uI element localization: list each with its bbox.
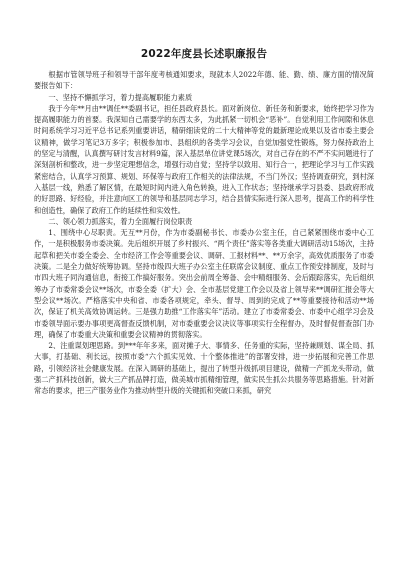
intro-paragraph: 根据市管领导班子和领导干部年度考核通知要求，现就本人2022年德、能、勤、绩、廉方面的情况简要报告如下： [34,70,374,91]
document-title: 2022年度县长述职廉报告 [140,48,268,60]
section-1-paragraph: 我于今年**月由**调任**委副书记，担任县政府县长。面对新岗位、新任务和新要求，始终把学习作为提高履职能力的首要。我深知自己需要学的东西太多，为此抓紧一切机会“恶补”。自觉利用工作间隙和休息时间系统学习习近平总书记系列重要讲话，精研细读党的二十大精神等党的最新理论成果以及省市委主要会议精神，做学习笔记3万多字；积极参加市、县组织的各类学习会议，自觉加强党性锻炼，努力保持政治上的坚定与清醒，认真撰写研讨发言材料9篇，深入基层单位讲党课5场次，对自己存在的不严不实问题进行了深刻剖析和整改，进一步坚定理想信念，增强行动自觉；坚持学以致用、知行合一，把理论学习与工作实践紧密结合，认真学习预算、规划、环保等与政府工作相关的法律法规，不当门外汉；坚持调查研究，到村深入基层一线，熟悉了解区情，在最短时间内进入角色转换，进入工作状态；坚持继承学习县委、县政府形成的好思路、好经验，并注意向区工的领导和基层同志学习，结合县情实际进行深入思考，提高工作的科学性和创造性，确保了政府工作的延续性和实效性。 [34,103,374,215]
section-2-paragraph-2: 2、注重谋划理思路。到***年年多来，面对摊子大、事情多、任务重的实际，坚持兼顾划、谋全局、抓大事，打基础、利长远，按照市委“六个抓实见效、十个整体推进”的部署安排，进一步拓展和完善工作思路，引领经济社会健康发展。在深入调研的基础上，提出了转型升级抓项目建设，做精一产抓龙头带动，做强二产抓科技创新，做大三产抓品牌打造，做美城市抓精细管理，做实民生抓公共服务等思路措施。针对新常态的要求，把三产服务业作为推动转型升级的关键抓和突破口来抓，研究 [34,341,374,396]
section-1-heading: 一、坚持不懈抓学习，着力提高履职能力素质 [48,92,193,102]
section-2-paragraph-1: 1、围绕中心尽职责。无互**月份，作为市委副秘书长、市委办公室主任，自己紧紧围绕市委中心工作，一是积极服务市委决策。先后组织开展了乡村振兴、“两个责任”落实等各类重大调研活动15场次，主持起草和把关市委全委会、全市经济工作会等重要会议、调研、工报材料**、**万余字，高效优质服务了市委决策。二是全力做好统筹协调。坚持市级四大班子办公室主任联席会议制度、重点工作预安排制度，及时与市四大班子同沟通信息，衔接工作搞好服务。突出会前周全筹备、会中精细服务、会后跟踪落实，先后组织筹办了市委常委会议**场次，市委全委（扩大）会、全市基层党建工作会以及省上领导来**调研汇报会等大型会议**场次。严格落实中央和省、市委各项规定，牵头、督导、周到的完成了**等重要接待和活动**场次，保证了机关高效协调运转。三是强力助推“工作落实年”活动。建立了市委常委会、市委中心组学习会及市委领导面示要办事项更高督查反馈机制，对市委重要会议决议等事项实行全程督办，及时督促督查部门办理，确保了市委重大决策和重要会议精神的贯彻落实。 [34,228,374,339]
section-2-heading: 二、领心领力抓落实，着力全面履行岗位职责 [48,216,193,226]
